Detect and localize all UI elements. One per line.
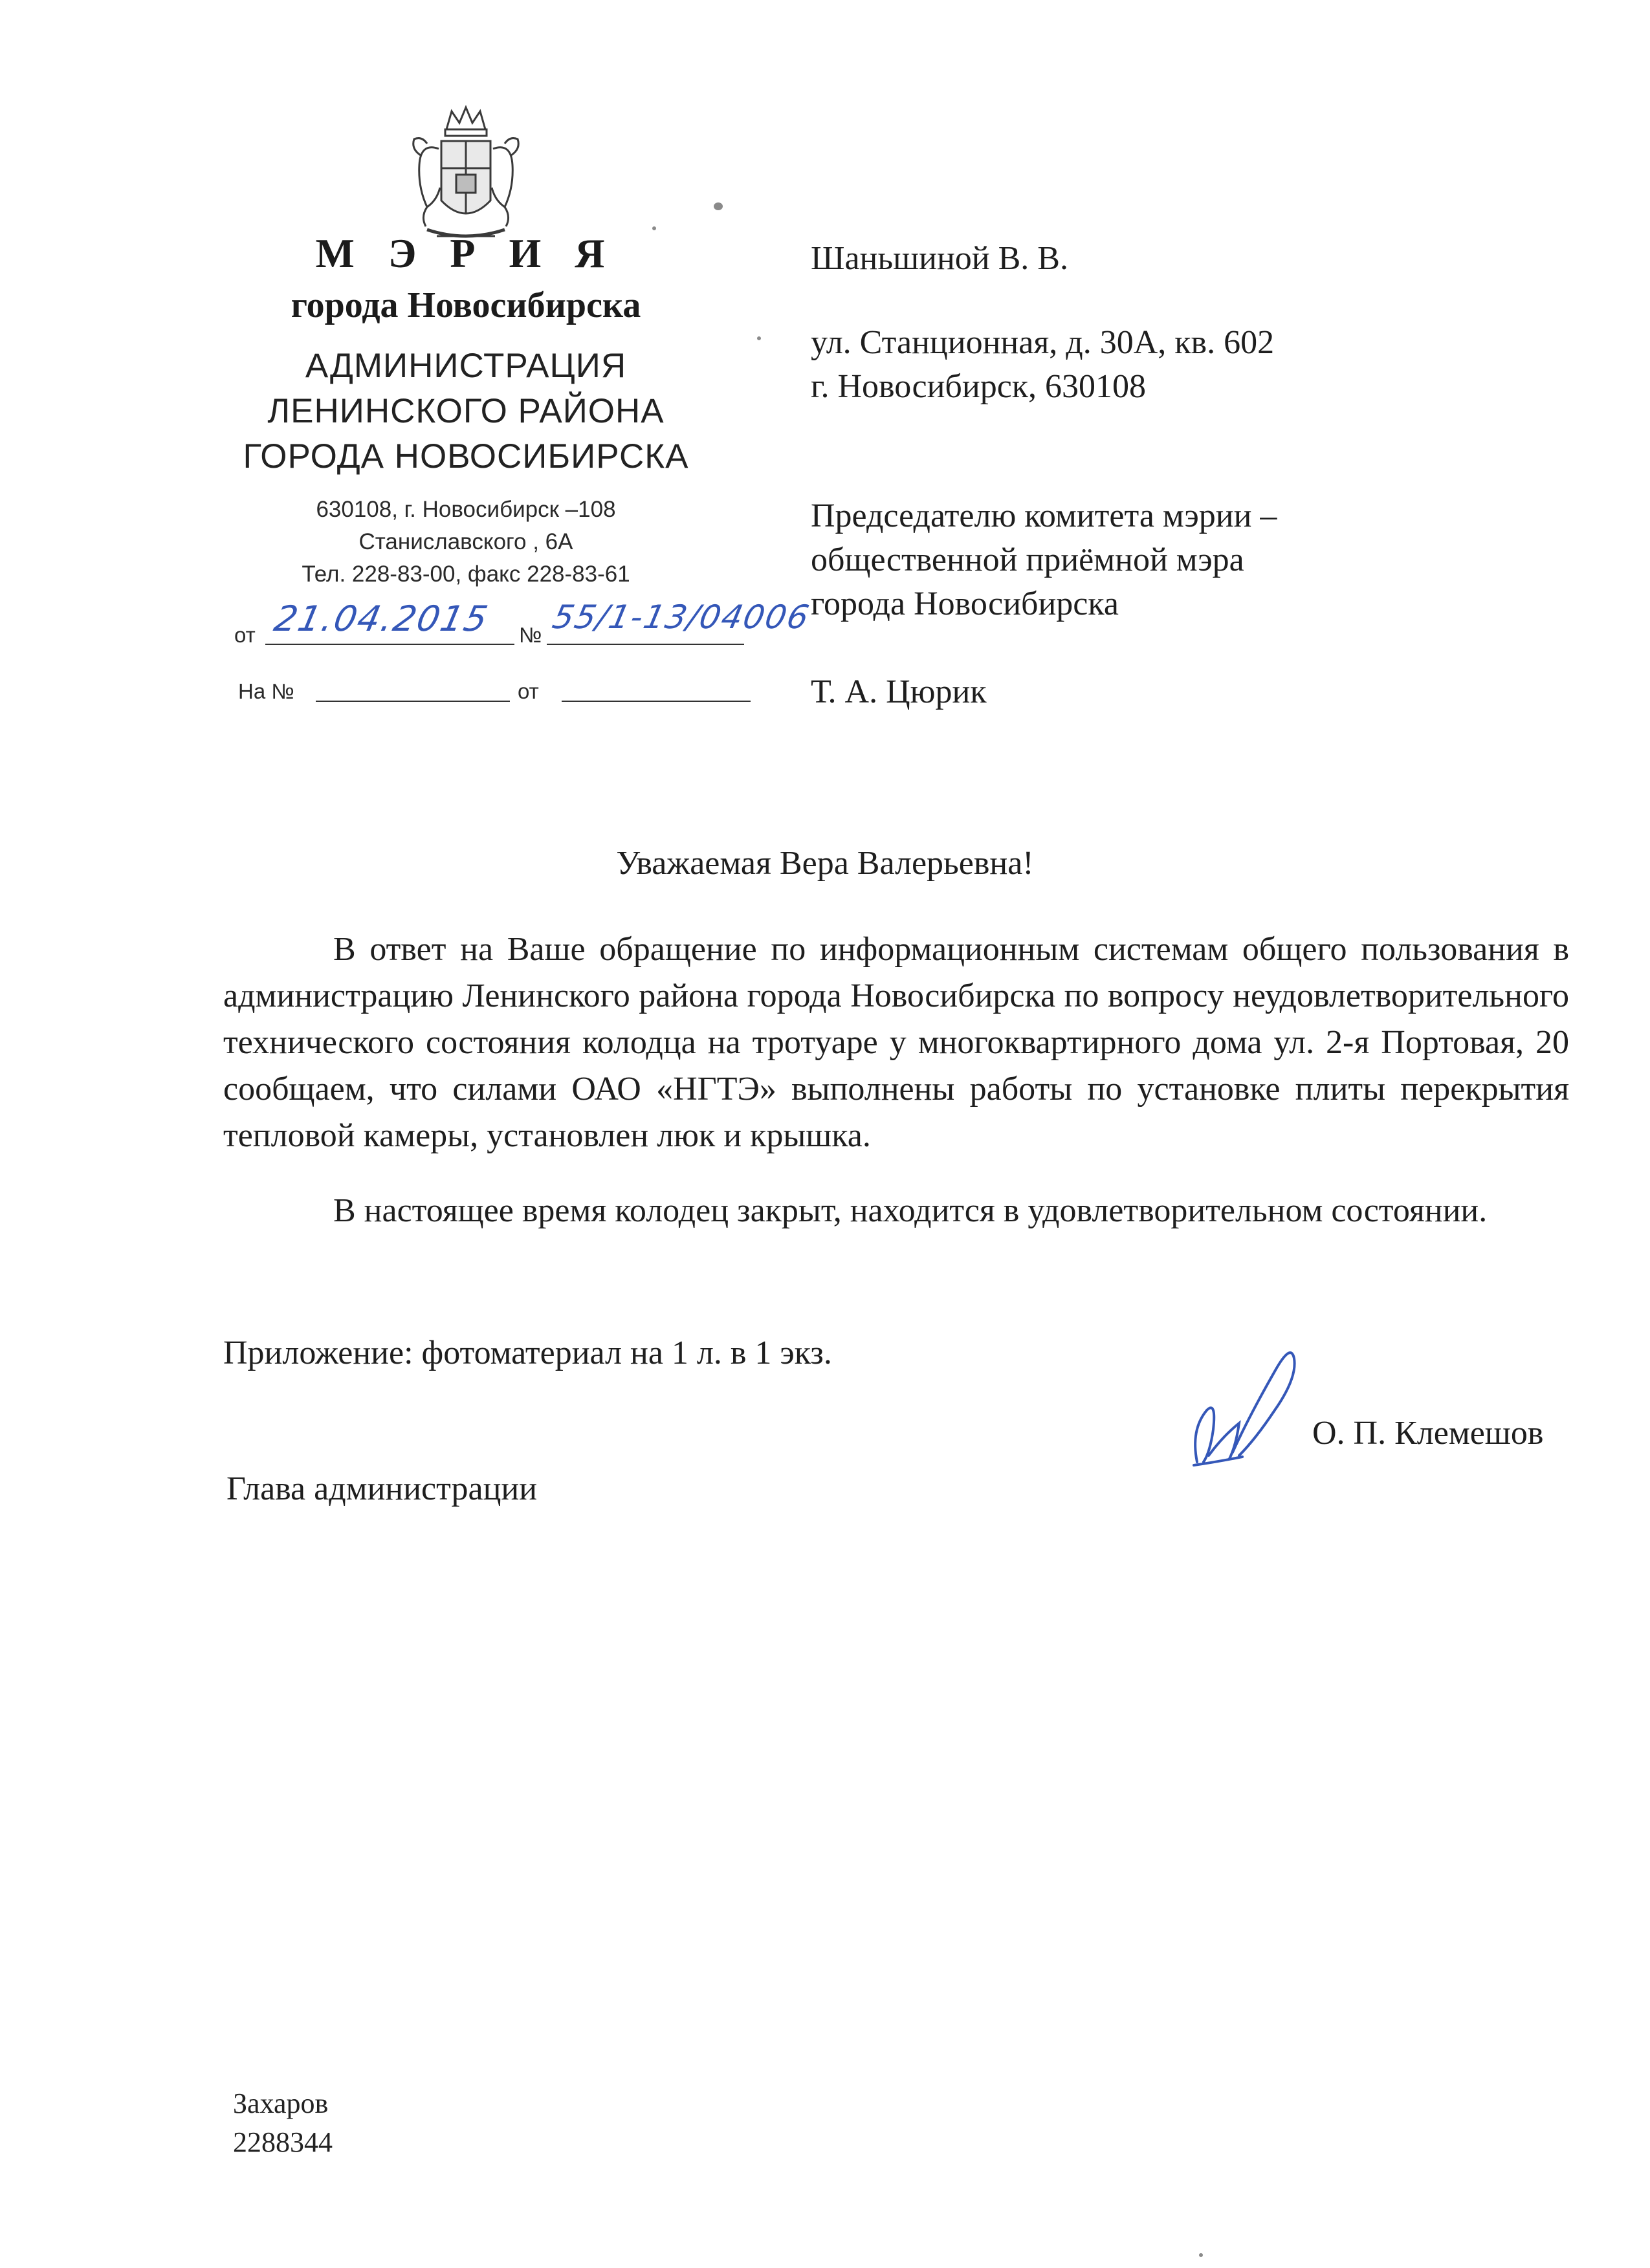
executor-phone: 2288344 (233, 2126, 333, 2158)
recipient-position-1: Председателю комитета мэрии – (811, 497, 1277, 534)
scan-speck (1199, 2253, 1203, 2257)
signer-name: О. П. Клемешов (1312, 1415, 1544, 1452)
recipient-position-3: города Новосибирска (811, 585, 1119, 622)
reply-from-line (562, 701, 751, 702)
admin-line-2: ЛЕНИНСКОГО РАЙОНА (267, 392, 665, 430)
city-title: города Новосибирска (291, 285, 641, 325)
recipient-name: Шаньшиной В. В. (811, 240, 1068, 277)
address-line-2: Станиславского , 6А (358, 529, 573, 554)
reply-from-label: от (518, 679, 539, 703)
recipient-official: Т. А. Цюрик (811, 673, 987, 710)
body-paragraph-2: В настоящее время колодец закрыт, находится в удовлетворительном состоянии. (333, 1192, 1488, 1229)
recipient-street: ул. Станционная, д. 30А, кв. 602 (811, 324, 1275, 361)
reg-number-line (547, 644, 744, 645)
address-line-3: Тел. 228-83-00, факс 228-83-61 (302, 562, 630, 587)
signer-title: Глава администрации (226, 1470, 538, 1507)
attachment-note: Приложение: фотоматериал на 1 л. в 1 экз. (223, 1335, 832, 1371)
scan-speck (757, 336, 761, 340)
admin-line-1: АДМИНИСТРАЦИЯ (305, 347, 627, 385)
handwritten-signature-icon (1178, 1333, 1320, 1475)
recipient-city: г. Новосибирск, 630108 (811, 368, 1147, 405)
reply-number-line (316, 701, 510, 702)
scan-speck (714, 202, 723, 210)
reg-date-handwritten: 21.04.2015 (270, 598, 492, 639)
scan-speck (652, 226, 656, 230)
reply-number-label: На № (238, 679, 294, 703)
reg-number-label: № (519, 623, 542, 647)
body-paragraph-1: В ответ на Ваше обращение по информационным системам общего пользования в администрацию Ленинского района города Новосибирска по вопросу неудовлетворительного технического состояния колодца на тротуаре у многоквартирного дома ул. 2-я Портовая, 20 сообщаем, что силами ОАО «НГТЭ» выполнены работы по установке плиты перекрытия тепловой камеры, установлен люк и крышка. (223, 931, 1569, 1154)
address-line-1: 630108, г. Новосибирск –108 (316, 497, 616, 522)
recipient-position-2: общественной приёмной мэра (811, 541, 1244, 578)
reg-from-label: от (234, 623, 256, 647)
mayor-office-title: М Э Р И Я (315, 230, 617, 276)
admin-line-3: ГОРОДА НОВОСИБИРСКА (243, 437, 689, 475)
salutation: Уважаемая Вера Валерьевна! (616, 845, 1034, 882)
executor-name: Захаров (233, 2088, 329, 2119)
reg-date-line (265, 644, 514, 645)
reg-number-handwritten: 55/1-13/04006 (549, 598, 814, 636)
